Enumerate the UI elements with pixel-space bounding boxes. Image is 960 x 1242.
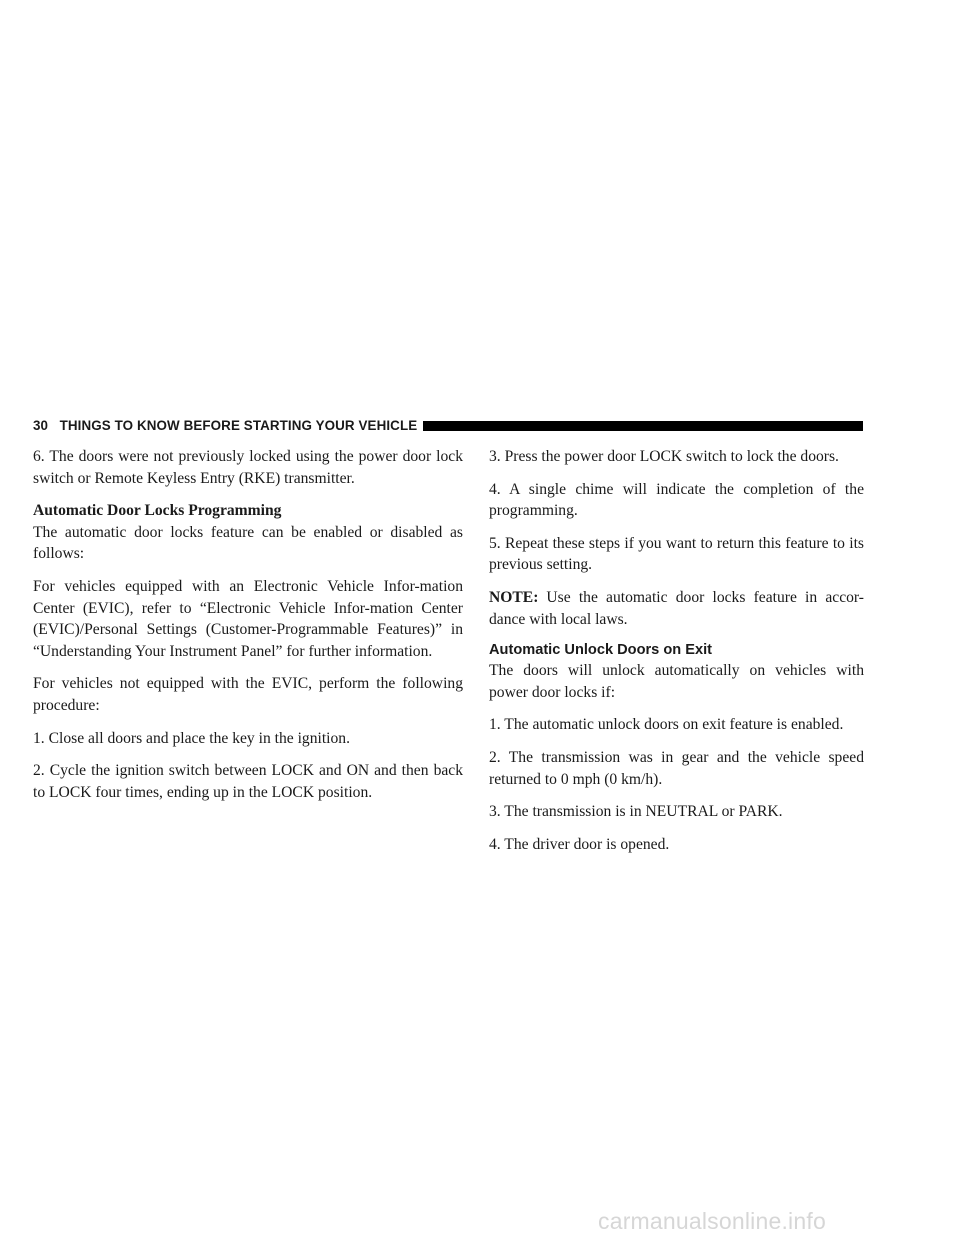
paragraph-evic: For vehicles equipped with an Electronic Vehicle Infor-mation Center (EVIC), refer to “Electronic Vehicle Infor-mation Center (EVIC)/Personal Settings (Customer-Programmable Features)” in “Understanding Your Instrument Panel” for further information.	[33, 577, 463, 660]
paragraph-step-3: 3. Press the power door LOCK switch to lock the doors.	[489, 448, 839, 465]
paragraph-step-6: 6. The doors were not previously locked using the power door lock switch or Remote Keyless Entry (RKE) transmitter.	[33, 448, 463, 487]
paragraph-unlock-intro: The doors will unlock automatically on vehicles with power door locks if:	[489, 662, 864, 701]
note-text: Use the automatic door locks feature in accor-dance with local laws.	[489, 588, 864, 628]
paragraph-intro: The automatic door locks feature can be enabled or disabled as follows:	[33, 523, 463, 563]
paragraph-unlock-1: 1. The automatic unlock doors on exit feature is enabled.	[489, 716, 844, 734]
watermark: carmanualsonline.info	[598, 1208, 826, 1234]
paragraph-step-4: 4. A single chime will indicate the completion of the programming.	[489, 480, 864, 520]
paragraph-no-evic: For vehicles not equipped with the EVIC, perform the following procedure:	[33, 675, 463, 714]
paragraph-unlock-2: 2. The transmission was in gear and the vehicle speed returned to 0 mph (0 km/h).	[489, 748, 864, 788]
right-column	[489, 446, 864, 866]
note-paragraph	[489, 587, 864, 630]
section-heading-unlock-on-exit: Automatic Unlock Doors on Exit	[489, 642, 712, 659]
paragraph-step-5: 5. Repeat these steps if you want to return this feature to its previous setting.	[489, 534, 864, 574]
note-label: NOTE:	[489, 588, 539, 606]
section-title: THINGS TO KNOW BEFORE STARTING YOUR VEHICLE	[59, 417, 418, 433]
header-text	[33, 418, 417, 433]
page-number: 30	[33, 417, 49, 433]
paragraph-step-2: 2. Cycle the ignition switch between LOCK and ON and then back to LOCK four times, ending up in the LOCK position.	[33, 762, 463, 801]
section-heading-door-locks-programming: Automatic Door Locks Programming	[33, 502, 282, 520]
paragraph-step-1: 1. Close all doors and place the key in the ignition.	[33, 729, 351, 747]
paragraph-unlock-4: 4. The driver door is opened.	[489, 835, 670, 853]
paragraph-unlock-3: 3. The transmission is in NEUTRAL or PARK.	[489, 803, 783, 821]
left-column	[33, 446, 463, 814]
page-header	[33, 416, 863, 434]
header-rule	[423, 421, 863, 431]
